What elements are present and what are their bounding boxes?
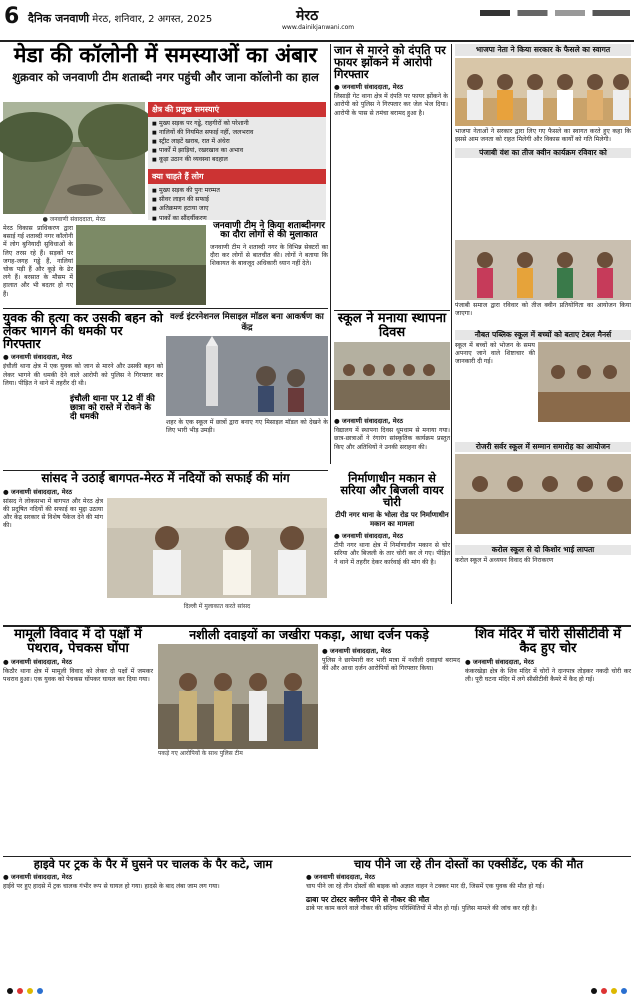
header-decoration	[480, 10, 630, 16]
wire-headline: निर्माणाधीन मकान से सरिया और बिजली वायर चोरी	[340, 471, 444, 510]
website: www.dainikjanwani.com	[282, 24, 355, 31]
page-number: 6	[4, 4, 20, 29]
quarrel-story: मामूली विवाद में दो पक्षों में पथराव, पेचकस घोंपा ● जनवाणी संवाददाता, मेरठ किठौर थाना क्षेत्र में मामूली विवाद को लेकर दो पक्षों में जमकर पथराव हुआ। एक युवक को पेचकस घोंपकर घायल कर दिया गया।	[3, 627, 153, 684]
bjp-headline: भाजपा नेता ने किया सरकार के फैसले का स्वागत	[455, 44, 631, 56]
bjp-photo-art	[455, 58, 631, 126]
divider	[330, 44, 331, 464]
brand-name: दैनिक जनवाणी	[28, 12, 90, 25]
teej-photo	[455, 240, 631, 300]
missile-photo-art	[166, 336, 328, 416]
missile-photo	[166, 336, 328, 416]
missile-story: वर्ल्ड इंटरनेशनल मिसाइल मॉडल बना आकर्षण का केंद्र शहर के एक स्कूल में छात्रों द्वारा बनाए गए मिसाइल मॉडल को देखने के लिए भारी भीड़ उमड़ी।	[166, 312, 328, 435]
masthead-dateline	[28, 11, 212, 26]
problem-item: ■ स्ट्रीट लाइटें खराब, रात में अंधेरा	[152, 138, 322, 146]
demand-item: ■ पार्कों का सौंदर्यीकरण	[152, 215, 322, 223]
demands-box-title: क्या चाहते हैं लोग	[148, 169, 326, 184]
lead-side: जनवाणी टीम ने किया शताब्दीनगर का दौरा लोगों से की मुलाकात जनवाणी टीम ने शताब्दी नगर के विभिन्न सेक्टरों का दौरा कर लोगों से बातचीत की। लोगों ने बताया कि शिकायत के बावजूद अधिकारी ध्यान नहीं देते।	[210, 221, 328, 268]
page-header	[0, 0, 634, 42]
dhaba-headline: ढाबा पर टोस्टर क्लीनर पीने से नौकर की मौत	[306, 895, 430, 905]
problem-item: ■ नालियों की नियमित सफाई नहीं, जलभराव	[152, 129, 322, 137]
rosary-headline: रोजरी सर्वर स्कूल में सम्मान समारोह का आयोजन	[455, 442, 631, 452]
school-photo	[334, 342, 450, 410]
wire-story: निर्माणाधीन मकान से सरिया और बिजली वायर चोरी टीपी नगर थाना के भोला रोड पर निर्माणाधीन मकान का मामला ● जनवाणी संवाददाता, मेरठ टीपी नगर थाना क्षेत्र में निर्माणाधीन मकान से चोर सरिया और बिजली के तार चोरी कर ले गए। पीड़ित ने थाने में तहरीर देकर कार्रवाई की मांग की है।	[334, 471, 450, 566]
road-photo	[3, 102, 145, 214]
lead-photo-drain	[76, 225, 206, 305]
bjp-photo	[455, 58, 631, 126]
karol-headline: करोल स्कूल से दो किशोर भाई लापता	[455, 545, 631, 555]
highway-story: हाइवे पर ट्रक के पैर में घुसने पर चालक के पैर कटे, जाम ● जनवाणी संवाददाता, मेरठ हाईवे पर हुए हादसे में ट्रक चालक गंभीर रूप से घायल हो गया। हादसे के बाद लंबा जाम लग गया।	[3, 858, 303, 978]
teej-body: पंजाबी समाज द्वारा रविवार को तीज क्वीन प्रतियोगिता का आयोजन किया जाएगा।	[455, 302, 631, 318]
rivers-photo	[107, 498, 327, 598]
problems-box-title: क्षेत्र की प्रमुख समस्याएं	[148, 102, 326, 117]
tea-story: चाय पीने जा रहे तीन दोस्तों का एक्सीडेंट, एक की मौत ● जनवाणी संवाददाता, मेरठ चाय पीने जा रहे तीन दोस्तों की बाइक को अज्ञात वाहन ने टक्कर मार दी, जिसमें एक युवक की मौत हो गई। ढाबा पर टोस्टर क्लीनर पीने से नौकर की मौत ढाबे पर काम करने वाले नौकर की संदिग्ध परिस्थितियों में मौत हो गई। पुलिस मामले की जांच कर रही है।	[306, 858, 631, 978]
school-story: स्कूल ने मनाया स्थापना दिवस ● जनवाणी संवाददाता, मेरठ विद्यालय में स्थापना दिवस धूमधाम से मनाया गया। छात्र-छात्राओं ने रंगारंग सांस्कृतिक कार्यक्रम प्रस्तुत किए और अतिथियों ने उनकी सराहना की।	[334, 311, 450, 451]
drain-photo	[76, 225, 206, 305]
dateline: मेरठ, शनिवार, 2 अगस्त, 2025	[92, 14, 213, 25]
problem-item: ■ मुख्य सड़क पर गड्ढे, राहगीरों को परेशानी	[152, 120, 322, 128]
kidnap-story: युवक की हत्या कर उसकी बहन को लेकर भागने की धमकी पर गिरफ्तार ● जनवाणी संवाददाता, मेरठ इंचौली थाना क्षेत्र में एक युवक को जान से मारने और उसकी बहन को लेकर भागने की धमकी देने वाले आरोपी को पुलिस ने गिरफ्तार कर लिया। पीड़ित ने थाने में तहरीर दी थी।	[3, 310, 163, 387]
temple-headline: शिव मंदिर में चोरी सीसीटीवी में कैद हुए चोर	[474, 627, 622, 656]
drugs-headline: नशीली दवाइयों का जखीरा पकड़ा, आधा दर्जन पकड़े	[189, 627, 429, 642]
lead-story	[3, 44, 328, 100]
kidnap-headline: युवक की हत्या कर उसकी बहन को लेकर भागने की धमकी पर गिरफ्तार	[3, 310, 163, 352]
teej-photo-art	[455, 240, 631, 300]
footer-color-bar	[0, 980, 634, 988]
teej-headline: पंजाबी वंश का तीज क्वीन कार्यक्रम रविवार को	[455, 148, 631, 158]
fire-story: जान से मारने को दंपति पर फायर झोंकने में आरोपी गिरफ्तार ● जनवाणी संवाददाता, मेरठ लिसाड़ी गेट थाना क्षेत्र में दंपति पर फायर झोंकने के आरोपी को पुलिस ने गिरफ्तार कर जेल भेज दिया। आरोपी के पास से तमंचा बरामद हुआ है।	[334, 43, 448, 117]
lead-side-headline: जनवाणी टीम ने किया शताब्दीनगर का दौरा लोगों से की मुलाकात	[213, 221, 325, 241]
rivers-headline: सांसद ने उठाई बागपत-मेरठ में नदियों को सफाई की मांग	[41, 471, 290, 485]
demand-item: ■ अतिक्रमण हटाया जाए	[152, 205, 322, 213]
missile-headline: वर्ल्ड इंटरनेशनल मिसाइल मॉडल बना आकर्षण का केंद्र	[170, 312, 324, 333]
divider	[451, 44, 452, 604]
problems-box	[148, 102, 326, 220]
table-manners-photo	[538, 342, 630, 422]
divider	[3, 308, 328, 309]
rosary-photo	[455, 454, 631, 534]
rosary-story	[455, 442, 631, 542]
lead-photo-road	[3, 102, 145, 214]
fire-headline: जान से मारने को दंपति पर फायर झोंकने में आरोपी गिरफ्तार	[334, 43, 446, 82]
demand-item: ■ सीवर लाइन की सफाई	[152, 196, 322, 204]
lead-photo-caption: ● जनवाणी संवाददाता, मेरठ	[42, 216, 106, 223]
temple-story: शिव मंदिर में चोरी सीसीटीवी में कैद हुए चोर ● जनवाणी संवाददाता, मेरठ कंकरखेड़ा क्षेत्र के शिव मंदिर में चोरों ने दानपात्र तोड़कर नकदी चोरी कर ली। पूरी घटना मंदिर में लगे सीसीटीवी कैमरे में कैद हो गई।	[465, 627, 631, 684]
bjp-story: भाजपा नेता ने किया सरकार के फैसले का स्वागत भाजपा नेताओं ने सरकार द्वारा लिए गए फैसले का स्वागत करते हुए कहा कि इससे आम जनता को राहत मिलेगी और विकास कार्यों को गति मिलेगी। पंजाबी वंश का तीज क्वीन कार्यक्रम रविवार को	[455, 45, 631, 158]
tea-headline: चाय पीने जा रहे तीन दोस्तों का एक्सीडेंट, एक की मौत	[353, 857, 584, 871]
table-manners-headline: नौबत पब्लिक स्कूल में बच्चों को बताए टेबल मैनर्स	[455, 330, 631, 340]
problem-item: ■ पार्कों में झाड़ियां, रखरखाव का अभाव	[152, 147, 322, 155]
lead-headline: मेडा की कॉलोनी में समस्याओं का अंबार	[13, 43, 318, 67]
rivers-story: सांसद ने उठाई बागपत-मेरठ में नदियों को सफाई की मांग ● जनवाणी संवाददाता, मेरठ सांसद ने लोकसभा में बागपत और मेरठ क्षेत्र की प्रदूषित नदियों की सफाई का मुद्दा उठाया और केंद्र सरकार से विशेष पैकेज देने की मांग की। दिल्ली में मुलाकात करते सांसद	[3, 472, 328, 622]
demand-item: ■ मुख्य सड़क की पुनः मरम्मत	[152, 187, 322, 195]
quarrel-headline: मामूली विवाद में दो पक्षों में पथराव, पेचकस घोंपा	[14, 627, 142, 656]
lead-subhead: शुक्रवार को जनवाणी टीम शताब्दी नगर पहुंची और जाना कॉलोनी का हाल	[12, 70, 319, 85]
highway-headline: हाइवे पर ट्रक के पैर में घुसने पर चालक के पैर कटे, जाम	[33, 857, 273, 871]
problem-item: ■ कूड़ा उठान की व्यवस्था बदहाल	[152, 156, 322, 164]
wire-inset: टीपी नगर थाना के भोला रोड पर निर्माणाधीन मकान का मामला	[335, 511, 449, 529]
drugs-story: नशीली दवाइयों का जखीरा पकड़ा, आधा दर्जन पकड़े ● जनवाणी संवाददाता, मेरठ पुलिस ने छापेमारी कर भारी मात्रा में नशीली दवाइयां बरामद कीं और आधा दर्जन आरोपियों को गिरफ्तार किया। पकड़े गए आरोपियों के साथ पुलिस टीम	[158, 627, 460, 758]
drugs-photo	[158, 644, 318, 749]
registration-marks	[0, 987, 634, 995]
section-title: मेरठ	[296, 8, 319, 24]
school-headline: स्कूल ने मनाया स्थापना दिवस	[337, 311, 447, 340]
lead-body: मेरठ विकास प्राधिकरण द्वारा बसाई गई शताब्दी नगर कॉलोनी में लोग बुनियादी सुविधाओं के लिए तरस रहे हैं। सड़कों पर जगह-जगह गड्ढे हैं, नालियां चोक पड़ी हैं और कूड़े के ढेर लगे हैं। बरसात के मौसम में हालात और भी बदतर हो गए हैं।	[3, 225, 73, 298]
karol-story: करोल स्कूल से दो किशोर भाई लापता करोल स्कूल में अध्ययन विवाद की निराकरण	[455, 545, 631, 605]
table-manners-story: नौबत पब्लिक स्कूल में बच्चों को बताए टेबल मैनर्स स्कूल में बच्चों को भोजन के समय अपनाए जाने वाले शिष्टाचार की जानकारी दी गई।	[455, 330, 631, 440]
kidnap-inset: इंचौली थाना पर 12 वीं की छात्रा को रास्ते में रोकने के दी धमकी	[70, 394, 155, 422]
